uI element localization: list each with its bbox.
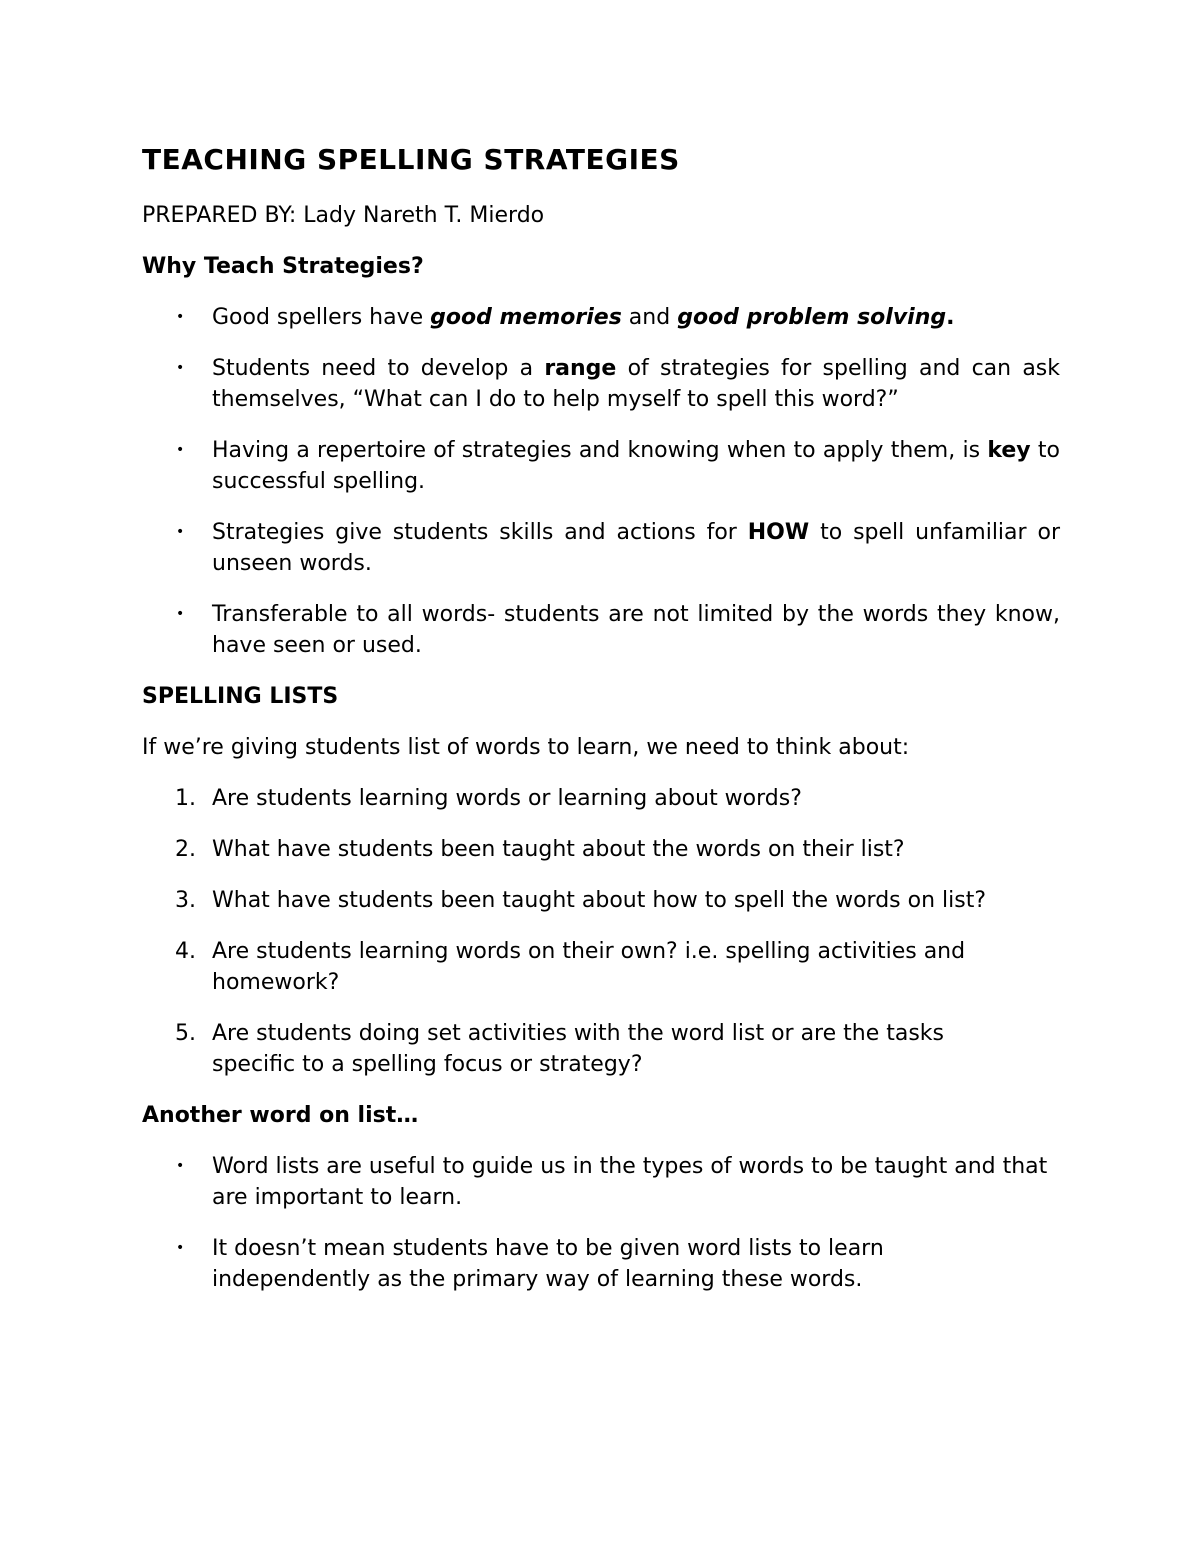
bullet-text: Good spellers have <box>212 305 431 330</box>
prepared-by: PREPARED BY: Lady Nareth T. Mierdo <box>142 203 545 228</box>
list-item-text: What have students been taught about how to spell the words on list? <box>212 888 987 913</box>
list-item <box>142 353 1060 415</box>
bullet-text: . <box>946 305 955 330</box>
bullet-icon: • <box>176 1158 185 1174</box>
why-teach-bullet-list <box>142 302 1060 661</box>
list-item <box>142 936 1060 998</box>
emphasis-text: good problem solving <box>677 305 947 330</box>
list-item-text: Are students doing set activities with the word list or are the tasks specific to a spelling focus or strategy? <box>212 1021 945 1077</box>
bullet-text: and <box>621 305 678 330</box>
bullet-text: Word lists are useful to guide us in the types of words to be taught and that are important to learn. <box>212 1154 1048 1210</box>
bullet-icon: • <box>176 360 185 376</box>
bullet-text: Transferable to all words- students are not limited by the words they know, have seen or used. <box>212 602 1060 658</box>
bullet-text: Strategies give students skills and actions for <box>212 520 748 545</box>
document-title: TEACHING SPELLING STRATEGIES <box>142 143 680 176</box>
section-heading-why-teach: Why Teach Strategies? <box>142 254 424 279</box>
spelling-lists-numbered-list <box>142 783 1060 1080</box>
bullet-icon: • <box>176 309 185 325</box>
emphasis-text: range <box>544 356 617 381</box>
list-item <box>142 783 1060 814</box>
list-item <box>142 599 1060 661</box>
bullet-icon: • <box>176 606 185 622</box>
list-number: 2. <box>175 837 196 862</box>
list-item-text: Are students learning words on their own? i.e. spelling activities and homework? <box>212 939 966 995</box>
bullet-icon: • <box>176 524 185 540</box>
bullet-text: Having a repertoire of strategies and knowing when to apply them, is <box>212 438 988 463</box>
emphasis-text: HOW <box>747 520 810 545</box>
section-heading-another-word: Another word on list… <box>142 1103 419 1128</box>
list-number: 4. <box>175 939 196 964</box>
bullet-text: to successful spelling. <box>212 438 1060 494</box>
list-number: 3. <box>175 888 196 913</box>
list-item <box>142 1018 1060 1080</box>
bullet-text: Students need to develop a <box>212 356 545 381</box>
list-number: 1. <box>175 786 196 811</box>
bullet-icon: • <box>176 442 185 458</box>
bullet-icon: • <box>176 1240 185 1256</box>
document-page <box>142 140 1060 1315</box>
emphasis-text: key <box>987 438 1031 463</box>
list-number: 5. <box>175 1021 196 1046</box>
list-item <box>142 1151 1060 1213</box>
list-item-text: What have students been taught about the words on their list? <box>212 837 905 862</box>
bullet-text: It doesn’t mean students have to be given word lists to learn independently as the primary way of learning these words. <box>212 1236 884 1292</box>
bullet-text: of strategies for spelling and can ask themselves, “What can I do to help myself to spell this word?” <box>212 356 1060 412</box>
list-item <box>142 834 1060 865</box>
list-item <box>142 302 1060 333</box>
another-word-bullet-list <box>142 1151 1060 1295</box>
spelling-lists-intro: If we’re giving students list of words to learn, we need to think about: <box>142 735 910 760</box>
bullet-text: to spell unfamiliar or unseen words. <box>212 520 1060 576</box>
list-item-text: Are students learning words or learning about words? <box>212 786 802 811</box>
list-item <box>142 1233 1060 1295</box>
emphasis-text: good memories <box>430 305 622 330</box>
list-item <box>142 885 1060 916</box>
list-item <box>142 517 1060 579</box>
list-item <box>142 435 1060 497</box>
section-heading-spelling-lists: SPELLING LISTS <box>142 684 339 709</box>
